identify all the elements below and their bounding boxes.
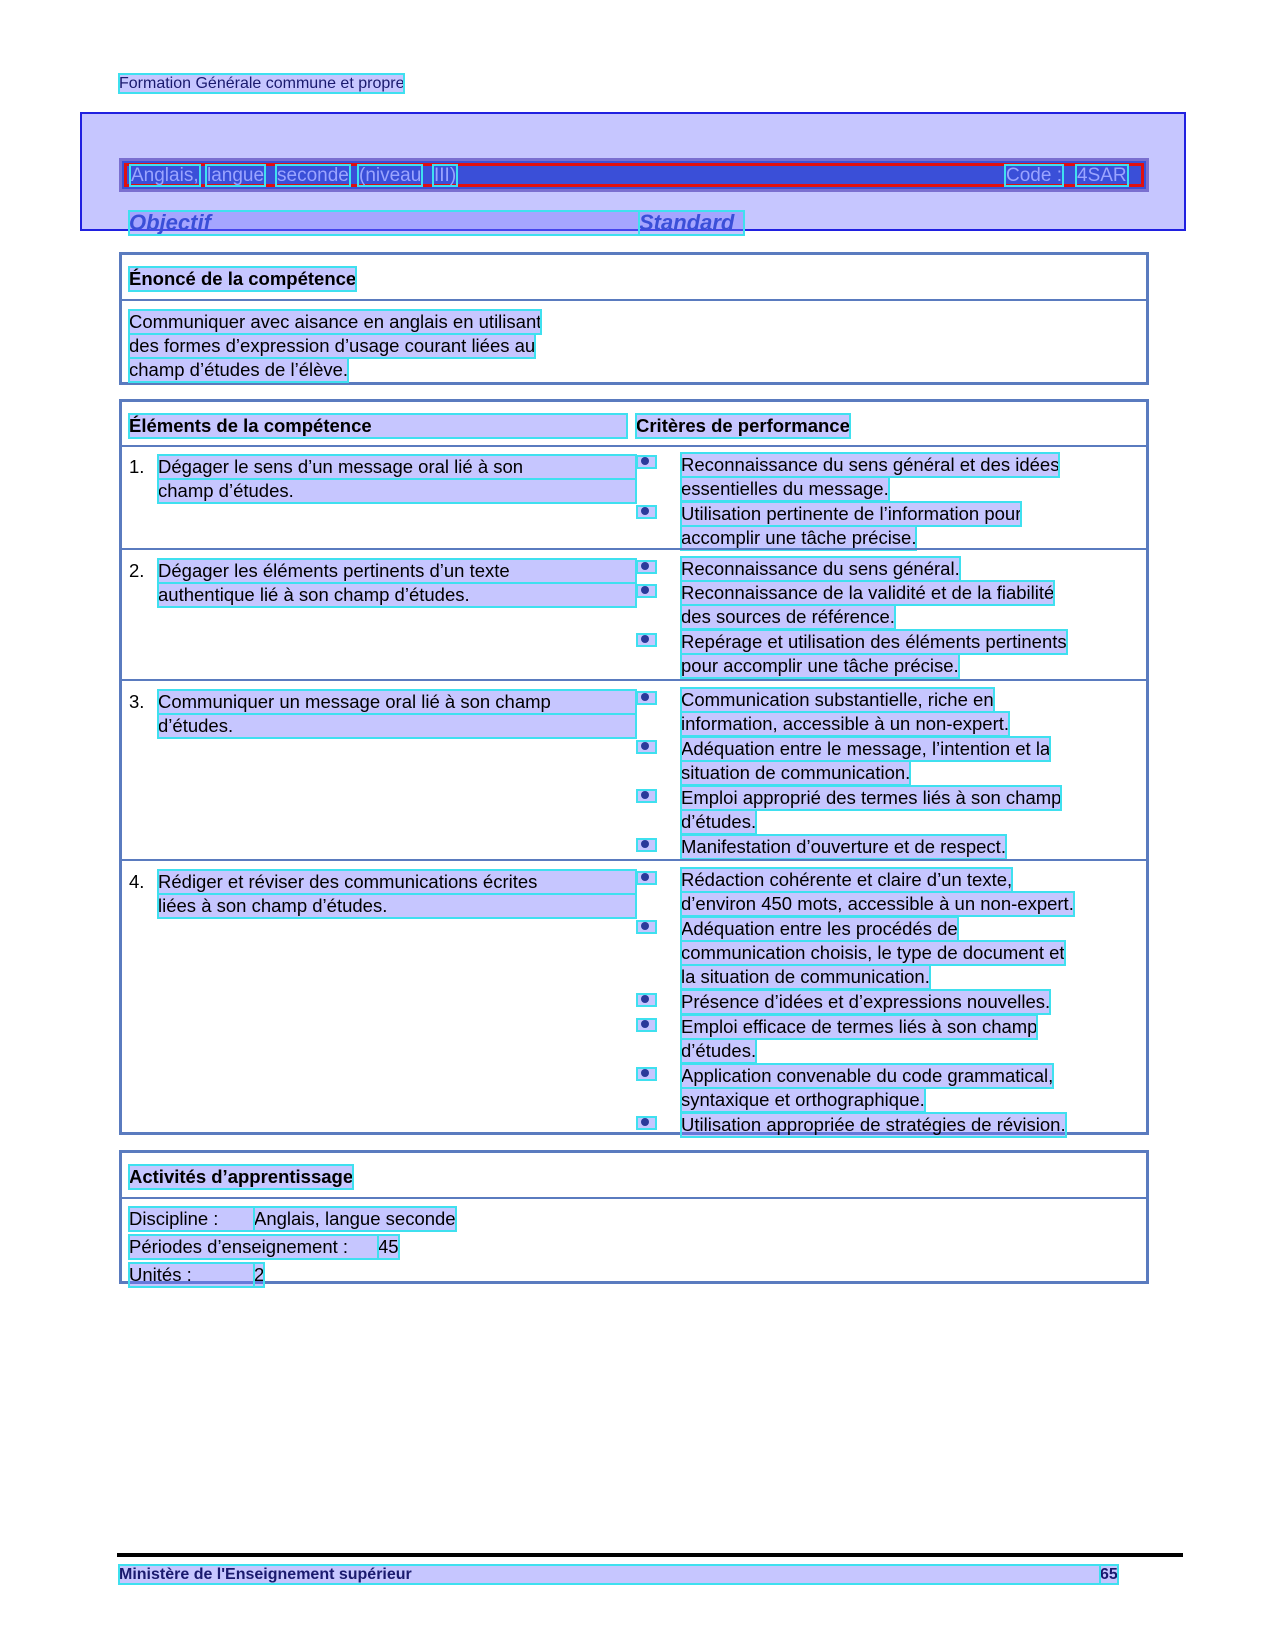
criterion-text: essentielles du message. [681,478,889,499]
criterion-text: Présence d’idées et d’expressions nouvelles. [681,991,1051,1012]
element-number: 2. [129,560,145,581]
bullet-icon [637,994,656,1006]
criterion-text: situation de communication. [681,762,911,783]
running-header: Formation Générale commune et propre [119,75,405,92]
element-text: Communiquer un message oral lié à son champ [158,690,636,714]
criterion-text: la situation de communication. [681,966,930,987]
element-text: liées à son champ d’études. [158,894,636,918]
element-number: 3. [129,691,145,712]
criterion-text: Application convenable du code grammatical, [681,1065,1054,1086]
bullet-icon [637,839,656,851]
criterion-text: d’environ 450 mots, accessible à un non-expert. [681,893,1074,914]
element-number: 1. [129,456,145,477]
bullet-icon [637,1068,656,1080]
bullet-icon [637,561,656,573]
bullet-icon [637,506,656,518]
course-code-value: 4SAR [1077,165,1127,186]
criterion-text: Emploi approprié des termes liés à son champ [681,787,1062,808]
footer-rule [117,1553,1183,1557]
criterion-text: Rédaction cohérente et claire d’un texte, [681,869,1013,890]
course-title-word: Anglais, [131,165,199,186]
criterion-text: Utilisation appropriée de stratégies de révision. [681,1114,1066,1135]
bullet-icon [637,1019,656,1031]
criterion-text: communication choisis, le type de document et [681,942,1065,963]
element-text: champ d’études. [158,479,636,503]
criterion-text: Communication substantielle, riche en [681,689,994,710]
elements-heading: Éléments de la compétence [129,414,627,438]
element-text: Dégager le sens d’un message oral lié à son [158,455,636,479]
element-text: Rédiger et réviser des communications écrites [158,870,636,894]
criterion-text: Adéquation entre le message, l’intention et la [681,738,1051,759]
periodes-label: Périodes d’enseignement : [129,1235,378,1259]
bullet-icon [637,872,656,884]
footer-ministry: Ministère de l'Enseignement supérieur [119,1565,1100,1584]
standard-label: Standard [639,211,744,235]
criterion-text: syntaxique et orthographique. [681,1089,925,1110]
criterion-text: Reconnaissance du sens général et des idées [681,454,1060,475]
element-text: d’études. [158,714,636,738]
criterion-text: pour accomplir une tâche précise. [681,655,959,676]
activites-heading: Activités d’apprentissage [129,1166,354,1187]
bullet-icon [637,456,656,468]
course-code-label: Code : [1006,165,1062,186]
criterion-text: Adéquation entre les procédés de [681,918,958,939]
activites-box [119,1150,1149,1284]
discipline-value: Anglais, langue seconde [254,1208,456,1229]
bullet-icon [637,585,656,597]
enonce-heading: Énoncé de la compétence [129,268,357,289]
page-number: 65 [1100,1566,1118,1583]
criterion-text: Repérage et utilisation des éléments pertinents [681,631,1067,652]
criterion-text: d’études. [681,811,757,832]
element-number: 4. [129,871,145,892]
periodes-value: 45 [378,1236,399,1257]
enonce-line: champ d’études de l’élève. [129,359,349,380]
enonce-box [119,252,1149,385]
bullet-icon [637,1117,656,1129]
bullet-icon [637,921,656,933]
course-title-bar [119,158,1149,192]
row-divider [122,679,1146,681]
criterion-text: Reconnaissance de la validité et de la fiabilité [681,582,1055,603]
criterion-text: Emploi efficace de termes liés à son champ [681,1016,1038,1037]
criteria-heading: Critères de performance [636,415,850,436]
course-title-word: langue [207,165,265,186]
course-title-word: seconde [277,165,349,186]
criterion-text: information, accessible à un non-expert. [681,713,1010,734]
objectif-label: Objectif [129,211,639,235]
bullet-icon [637,692,656,704]
row-divider [122,548,1146,550]
criterion-text: Manifestation d’ouverture et de respect. [681,836,1006,857]
unites-value: 2 [254,1264,265,1285]
course-title-word: (niveau [359,165,422,186]
unites-label: Unités : [129,1263,254,1287]
criterion-text: des sources de référence. [681,606,895,627]
bullet-icon [637,790,656,802]
element-text: authentique lié à son champ d’études. [158,583,636,607]
course-title-word: III) [434,165,457,186]
discipline-label: Discipline : [129,1207,254,1231]
enonce-line: Communiquer avec aisance en anglais en utilisant [129,311,542,332]
bullet-icon [637,634,656,646]
row-divider [122,859,1146,861]
criterion-text: Utilisation pertinente de l’information pour [681,503,1022,524]
criterion-text: Reconnaissance du sens général. [681,558,960,579]
element-text: Dégager les éléments pertinents d’un texte [158,559,636,583]
elements-table [119,399,1149,1135]
bullet-icon [637,741,656,753]
criterion-text: d’études. [681,1040,757,1061]
enonce-line: des formes d’expression d’usage courant liées au [129,335,536,356]
criterion-text: accomplir une tâche précise. [681,527,917,548]
